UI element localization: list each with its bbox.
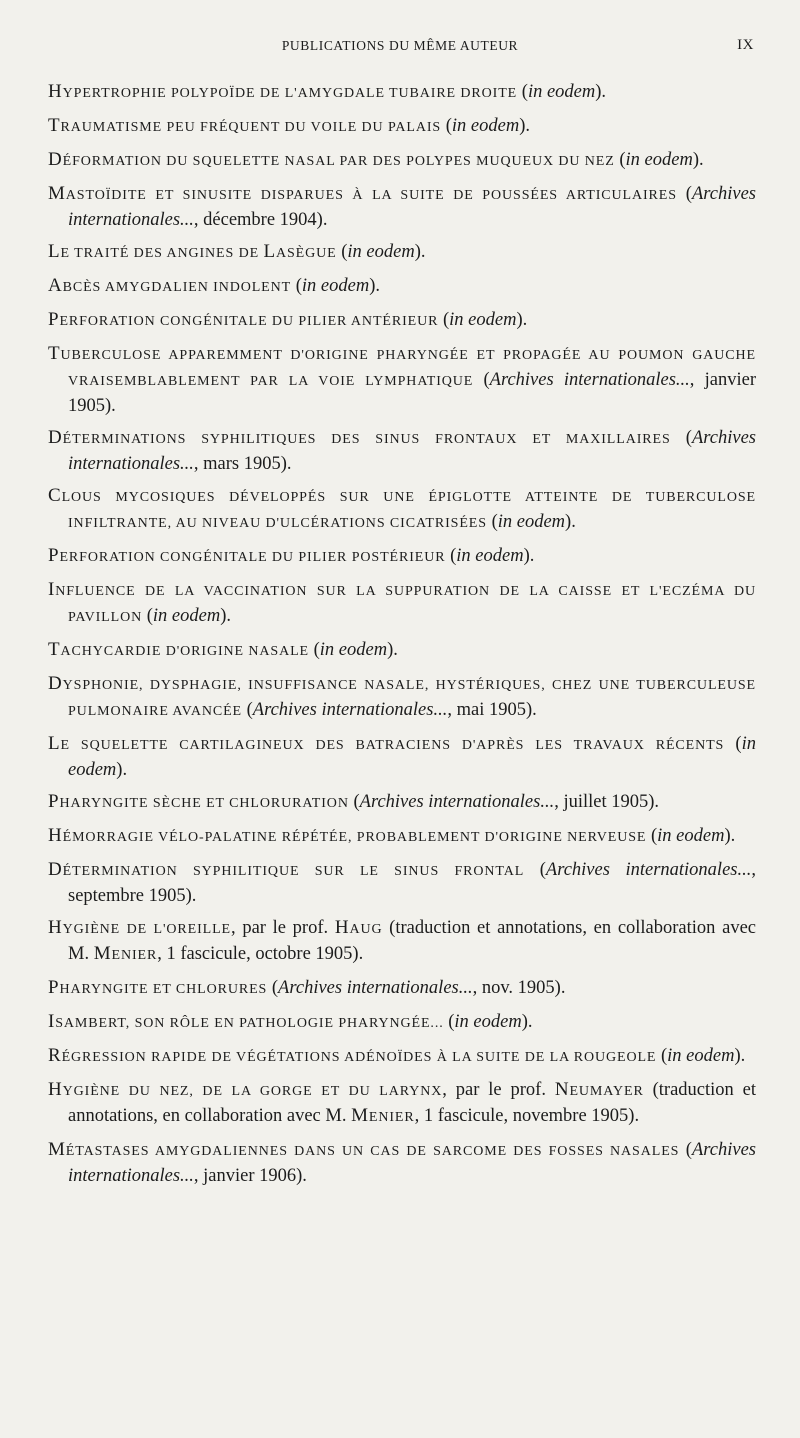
entry-source: in eodem <box>454 1012 522 1032</box>
entry-title: PERFORATION CONGÉNITALE DU PILIER POSTÉRIEUR <box>48 545 446 566</box>
entry-source: Archives internationales... <box>68 428 756 474</box>
entry-source: in eodem <box>625 150 693 170</box>
entry-source: Archives internationales... <box>489 370 690 390</box>
running-head <box>0 36 800 58</box>
page-number: IX <box>737 37 754 53</box>
entry-title: HAUG <box>334 917 383 938</box>
bibliography-entry <box>48 274 756 300</box>
entry-text: , 1 fascicule, novembre 1905). <box>414 1106 640 1126</box>
entry-text: ( <box>438 310 450 330</box>
entry-text: ). <box>369 276 381 296</box>
entry-title: CLOUS MYCOSIQUES DÉVELOPPÉS SUR UNE ÉPIGLOTTE ATTEINTE DE TUBERCULOSE INFILTRANTE, AU NIVEAU D'ULCÉRATIONS CICATRISÉES <box>48 485 756 531</box>
entry-title: MENIER <box>351 1105 415 1126</box>
entry-title: TRAUMATISME PEU FRÉQUENT DU VOILE DU PALAIS <box>48 115 442 136</box>
entry-text: ( <box>443 1012 455 1032</box>
entry-text: , 1 fascicule, octobre 1905). <box>157 944 364 964</box>
entry-text: , décembre 1904). <box>193 210 328 230</box>
entry-text: , juillet 1905). <box>554 792 660 812</box>
entry-text: ( <box>679 1140 692 1160</box>
bibliography-entry <box>48 1078 756 1130</box>
bibliography-entry <box>48 426 756 476</box>
entry-source: in eodem <box>667 1046 735 1066</box>
publication-list <box>48 80 756 1196</box>
entry-title: MENIER <box>93 943 158 964</box>
entry-source: in eodem <box>497 512 566 532</box>
entry-text: (traduction et annotations, en collaboration avec M. <box>68 1080 757 1126</box>
entry-source: in eodem <box>152 606 221 626</box>
entry-text: ( <box>614 150 626 170</box>
entry-source: in eodem <box>347 242 415 262</box>
bibliography-entry <box>48 916 756 968</box>
entry-source: Archives internationales... <box>278 978 473 998</box>
bibliography-entry <box>48 182 756 232</box>
entry-text: , janvier 1906). <box>193 1166 307 1186</box>
entry-title: DÉTERMINATIONS SYPHILITIQUES DES SINUS FRONTAUX ET MAXILLAIRES <box>48 427 671 448</box>
entry-title: HYGIÈNE DU NEZ, DE LA GORGE ET DU LARYNX <box>48 1079 443 1100</box>
bibliography-entry <box>48 1010 756 1036</box>
entry-title: PHARYNGITE ET CHLORURES <box>48 977 268 998</box>
entry-source: in eodem <box>657 826 725 846</box>
entry-text: ( <box>241 700 253 720</box>
entry-title: HÉMORRAGIE VÉLO-PALATINE RÉPÉTÉE, PROBABLEMENT D'ORIGINE NERVEUSE <box>48 825 647 846</box>
bibliography-entry <box>48 308 756 334</box>
entry-source: Archives internationales... <box>68 1140 756 1186</box>
entry-title: ABCÈS AMYGDALIEN INDOLENT <box>48 275 292 296</box>
bibliography-entry <box>48 114 756 140</box>
entry-title: NEUMAYER <box>554 1079 644 1100</box>
entry-text: (traduction et annotations, en collaboration avec M. <box>68 918 756 964</box>
entry-title: DÉFORMATION DU SQUELETTE NASAL PAR DES POLYPES MUQUEUX DU NEZ <box>48 149 615 170</box>
entry-title: DÉTERMINATION SYPHILITIQUE SUR LE SINUS FRONTAL <box>48 859 525 880</box>
entry-title: INFLUENCE DE LA VACCINATION SUR LA SUPPURATION DE LA CAISSE ET L'ECZÉMA DU PAVILLON <box>48 579 756 625</box>
entry-text: ( <box>336 242 348 262</box>
entry-source: in eodem <box>451 116 520 136</box>
entry-title: LE TRAITÉ DES ANGINES DE LASÈGUE <box>48 241 337 262</box>
bibliography-entry <box>48 1138 756 1188</box>
entry-text: , septembre 1905). <box>68 860 756 906</box>
bibliography-entry <box>48 858 756 908</box>
entry-text: ( <box>486 512 498 532</box>
entry-text: ( <box>267 978 279 998</box>
bibliography-entry <box>48 342 756 418</box>
entry-source: Archives internationales... <box>359 792 555 812</box>
bibliography-entry <box>48 790 756 816</box>
entry-title: MASTOÏDITE ET SINUSITE DISPARUES À LA SUITE DE POUSSÉES ARTICULAIRES <box>48 183 677 204</box>
entry-title: HYPERTROPHIE POLYPOÏDE DE L'AMYGDALE TUBAIRE DROITE <box>48 81 518 102</box>
entry-source: Archives internationales... <box>252 700 448 720</box>
bibliography-entry <box>48 976 756 1002</box>
bibliography-entry <box>48 148 756 174</box>
entry-text: , mars 1905). <box>193 454 292 474</box>
entry-text: ( <box>142 606 153 626</box>
entry-text: ). <box>519 116 530 136</box>
entry-text: , mai 1905). <box>447 700 537 720</box>
running-title: PUBLICATIONS DU MÊME AUTEUR <box>281 38 519 53</box>
entry-text: ). <box>724 826 736 846</box>
entry-text: ). <box>565 512 576 532</box>
entry-text: ). <box>734 1046 746 1066</box>
entry-title: TACHYCARDIE D'ORIGINE NASALE <box>48 639 309 660</box>
entry-text: ). <box>387 640 398 660</box>
entry-source: Archives internationales... <box>68 184 756 230</box>
entry-text: , janvier 1905). <box>68 370 756 416</box>
bibliography-entry <box>48 80 756 106</box>
entry-text: ( <box>524 860 546 880</box>
entry-source: in eodem <box>456 546 524 566</box>
entry-text: ( <box>445 546 457 566</box>
entry-title: LE SQUELETTE CARTILAGINEUX DES BATRACIENS D'APRÈS LES TRAVAUX RÉCENTS <box>48 733 725 754</box>
entry-title: MÉTASTASES AMYGDALIENNES DANS UN CAS DE SARCOME DES FOSSES NASALES <box>48 1139 680 1160</box>
entry-title: ISAMBERT, SON RÔLE EN PATHOLOGIE PHARYNGÉE... <box>48 1011 444 1032</box>
entry-text: ). <box>220 606 232 626</box>
entry-text: ( <box>676 184 692 204</box>
entry-text: , par le prof. <box>231 918 335 938</box>
bibliography-entry <box>48 240 756 266</box>
entry-source: in eodem <box>527 82 596 102</box>
entry-text: ). <box>516 310 528 330</box>
bibliography-entry <box>48 672 756 724</box>
entry-text: ). <box>523 546 535 566</box>
entry-text: ). <box>414 242 426 262</box>
entry-text: ). <box>595 82 607 102</box>
bibliography-entry <box>48 544 756 570</box>
entry-title: DYSPHONIE, DYSPHAGIE, INSUFFISANCE NASALE, HYSTÉRIQUES, CHEZ UNE TUBERCULEUSE PULMONAIRE AVANCÉE <box>48 673 756 719</box>
entry-text: ). <box>692 150 704 170</box>
entry-text: ( <box>441 116 452 136</box>
entry-text: ( <box>473 370 490 390</box>
entry-text: , nov. 1905). <box>472 978 566 998</box>
bibliography-entry <box>48 1044 756 1070</box>
entry-text: ( <box>656 1046 668 1066</box>
entry-source: Archives internationales... <box>545 860 752 880</box>
bibliography-entry <box>48 732 756 782</box>
bibliography-entry <box>48 484 756 536</box>
entry-text: ( <box>724 734 742 754</box>
bibliography-entry <box>48 638 756 664</box>
entry-text: ). <box>521 1012 533 1032</box>
entry-text: , par le prof. <box>442 1080 555 1100</box>
entry-source: in eodem <box>449 310 517 330</box>
entry-source: in eodem <box>301 276 370 296</box>
entry-text: ). <box>116 760 128 780</box>
entry-title: TUBERCULOSE APPAREMMENT D'ORIGINE PHARYNGÉE ET PROPAGÉE AU POUMON GAUCHE VRAISEMBLABLEMENT PAR LA VOIE LYMPHATIQUE <box>48 343 756 389</box>
entry-title: HYGIÈNE DE L'OREILLE <box>48 917 232 938</box>
entry-text: ( <box>348 792 360 812</box>
entry-source: in eodem <box>319 640 388 660</box>
bibliography-entry <box>48 824 756 850</box>
entry-text: ( <box>517 82 528 102</box>
entry-text: ( <box>291 276 302 296</box>
bibliography-entry <box>48 578 756 630</box>
entry-text: ( <box>309 640 320 660</box>
entry-source: in eodem <box>68 734 756 780</box>
entry-title: RÉGRESSION RAPIDE DE VÉGÉTATIONS ADÉNOÏDES À LA SUITE DE LA ROUGEOLE <box>48 1045 657 1066</box>
entry-title: PERFORATION CONGÉNITALE DU PILIER ANTÉRIEUR <box>48 309 439 330</box>
entry-title: PHARYNGITE SÈCHE ET CHLORURATION <box>48 791 349 812</box>
entry-text: ( <box>646 826 658 846</box>
entry-text: ( <box>670 428 692 448</box>
